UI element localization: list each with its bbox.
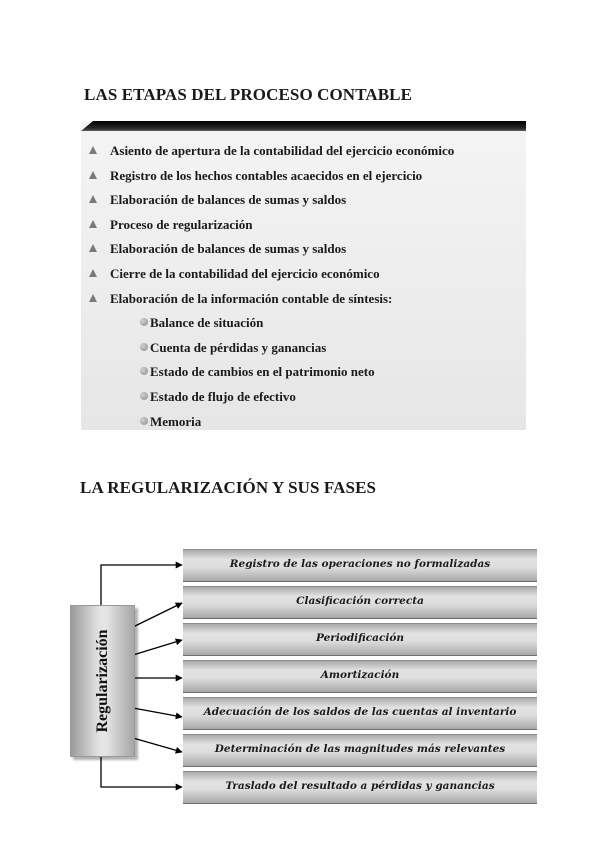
synthesis-item [81,412,526,437]
triangle-bullet-icon [89,146,97,154]
phase-text: Determinación de las magnitudes más relevantes [214,743,506,755]
synthesis-item [81,387,526,412]
stage-item [81,166,526,191]
stage-item [81,239,526,264]
phase-box [183,549,537,582]
stage-text: Elaboración de balances de sumas y saldos [110,192,347,208]
stage-item [81,289,526,314]
arrow-connector [101,565,182,605]
stage-item [81,190,526,215]
arrow-connector [133,738,182,752]
synthesis-sublist-container [81,313,526,436]
triangle-bullet-icon [89,195,97,203]
stage-item [81,264,526,289]
stages-panel [81,121,526,430]
stage-text: Asiento de apertura de la contabilidad del ejercicio económico [110,143,455,158]
stage-text: Elaboración de balances de sumas y saldos [110,241,347,257]
circle-bullet-icon [140,367,148,375]
regularization-source-box [70,605,135,757]
stage-item [81,141,526,166]
phase-box [183,771,537,804]
phase-text: Periodificación [316,632,404,644]
synthesis-item [81,338,526,363]
synthesis-text: Cuenta de pérdidas y ganancias [150,339,327,355]
triangle-bullet-icon [89,269,97,277]
arrow-connector [133,708,182,717]
synthesis-text: Balance de situación [150,315,264,331]
phase-text: Amortización [320,669,400,681]
circle-bullet-icon [140,417,148,425]
phase-text: Registro de las operaciones no formalizadas [229,558,491,570]
arrow-connector [133,640,182,655]
circle-bullet-icon [140,392,148,400]
stages-panel-header [81,121,526,131]
regularization-title: LA REGULARIZACIÓN Y SUS FASES [80,478,377,497]
stage-text: Proceso de regularización [110,216,253,232]
triangle-bullet-icon [89,244,97,252]
stages-list [81,141,526,436]
phase-box [183,734,537,767]
stages-title: LAS ETAPAS DEL PROCESO CONTABLE [84,85,413,104]
phase-box [183,697,537,730]
stage-text: Cierre de la contabilidad del ejercicio económico [110,265,380,281]
synthesis-text: Memoria [150,413,202,429]
synthesis-item [81,313,526,338]
circle-bullet-icon [140,318,148,326]
synthesis-text: Estado de flujo de efectivo [150,388,296,404]
stage-text: Registro de los hechos contables acaecidos en el ejercicio [110,167,423,183]
regularization-label: Regularización [93,629,111,733]
synthesis-sublist [81,313,526,436]
synthesis-item [81,362,526,387]
stage-text: Elaboración de la información contable de síntesis: [110,290,393,306]
triangle-bullet-icon [89,171,97,179]
phase-box [183,586,537,619]
circle-bullet-icon [140,343,148,351]
triangle-bullet-icon [89,294,97,302]
phase-box [183,623,537,656]
phase-text: Traslado del resultado a pérdidas y ganancias [225,780,495,792]
stage-item [81,215,526,240]
phase-text: Clasificación correcta [296,595,424,607]
phase-box [183,660,537,693]
triangle-bullet-icon [89,220,97,228]
synthesis-text: Estado de cambios en el patrimonio neto [150,364,375,380]
phase-text: Adecuación de los saldos de las cuentas al inventario [203,706,517,718]
arrow-connector [101,755,182,787]
arrow-connector [133,603,182,627]
